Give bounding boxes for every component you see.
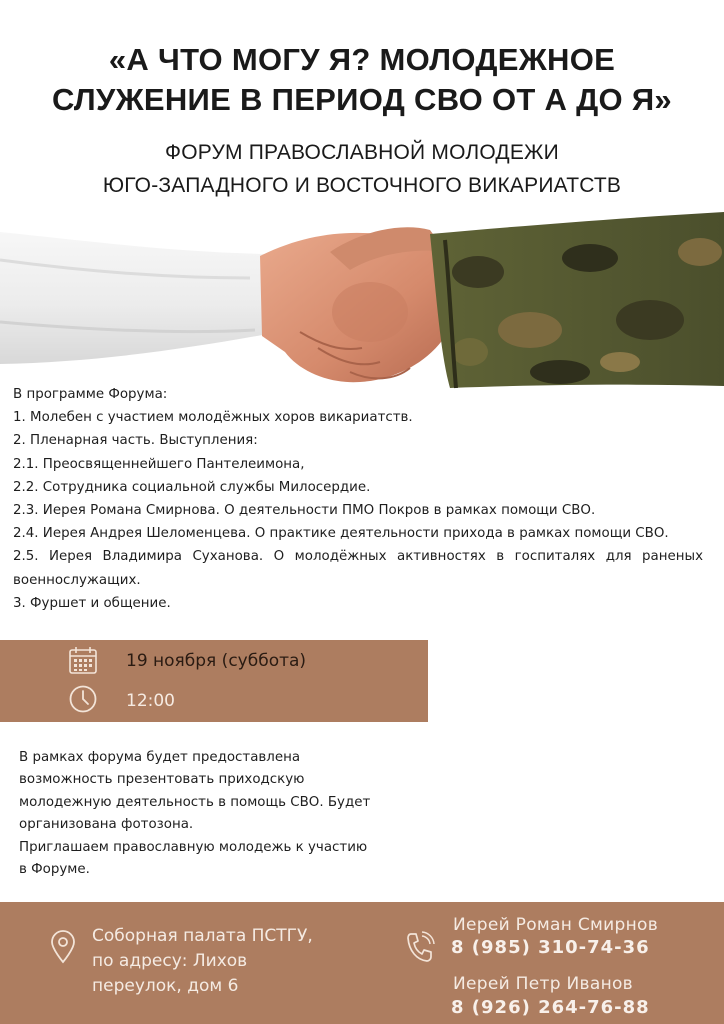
forum-program	[13, 383, 703, 615]
contact-name: Иерей Петр Иванов	[453, 974, 634, 994]
description-line: организована фотозона.	[19, 817, 194, 833]
event-info-band	[0, 640, 428, 722]
program-item-3: 3. Фуршет и общение.	[13, 595, 171, 611]
program-item-2-2: 2.2. Сотрудника социальной службы Милосердие.	[13, 479, 371, 495]
subtitle-line-1: ФОРУМ ПРАВОСЛАВНОЙ МОЛОДЕЖИ	[165, 141, 559, 164]
calendar-icon	[68, 645, 98, 675]
description-line: возможность презентовать приходскую	[19, 772, 305, 788]
subtitle-line-2: ЮГО-ЗАПАДНОГО И ВОСТОЧНОГО ВИКАРИАТСТВ	[102, 174, 622, 197]
description-line: в Форуме.	[19, 862, 90, 878]
program-intro: В программе Форума:	[13, 387, 168, 402]
contact-name: Иерей Роман Смирнов	[453, 915, 659, 935]
description-line: В рамках форума будет предоставлена	[19, 750, 301, 765]
title-line-2: СЛУЖЕНИЕ В ПЕРИОД СВО ОТ А ДО Я»	[52, 82, 672, 117]
description-line: Приглашаем православную молодежь к участию	[19, 839, 368, 855]
program-item-2-3: 2.3. Иерея Романа Смирнова. О деятельности ПМО Покров в рамках помощи СВО.	[13, 503, 596, 519]
event-time: 12:00	[126, 691, 175, 711]
program-item-2: 2. Пленарная часть. Выступления:	[13, 433, 258, 449]
program-item-1: 1. Молебен с участием молодёжных хоров викариатств.	[13, 410, 413, 426]
handshake-photo	[0, 212, 724, 402]
address-line: Соборная палата ПСТГУ,	[92, 926, 313, 946]
phone-icon	[405, 930, 435, 964]
venue-address	[92, 924, 313, 999]
event-date: 19 ноября (суббота)	[126, 651, 307, 671]
program-item-2-4: 2.4. Иерея Андрея Шеломенцева. О практике деятельности прихода в рамках помощи СВО.	[13, 526, 669, 542]
address-line: по адресу: Лихов	[92, 951, 248, 971]
contact-phone[interactable]: 8 (926) 264-76-88	[451, 997, 650, 1018]
page-title	[0, 40, 724, 120]
forum-description	[19, 747, 379, 881]
page-subtitle	[0, 136, 724, 202]
program-item-2-5: 2.5. Иерея Владимира Суханова. О молодёжных активностях в госпиталях для раненых военнослужащих.	[13, 549, 703, 588]
address-line: переулок, дом 6	[92, 976, 239, 996]
contact-phone[interactable]: 8 (985) 310-74-36	[451, 937, 650, 958]
description-line: молодежную деятельность в помощь СВО. Будет	[19, 794, 371, 810]
footer-contacts	[0, 902, 724, 1024]
clock-icon	[68, 684, 98, 714]
program-item-2-1: 2.1. Преосвященнейшего Пантелеимона,	[13, 456, 305, 472]
location-pin-icon	[50, 930, 76, 964]
title-line-1: «А ЧТО МОГУ Я? МОЛОДЕЖНОЕ	[108, 42, 616, 77]
